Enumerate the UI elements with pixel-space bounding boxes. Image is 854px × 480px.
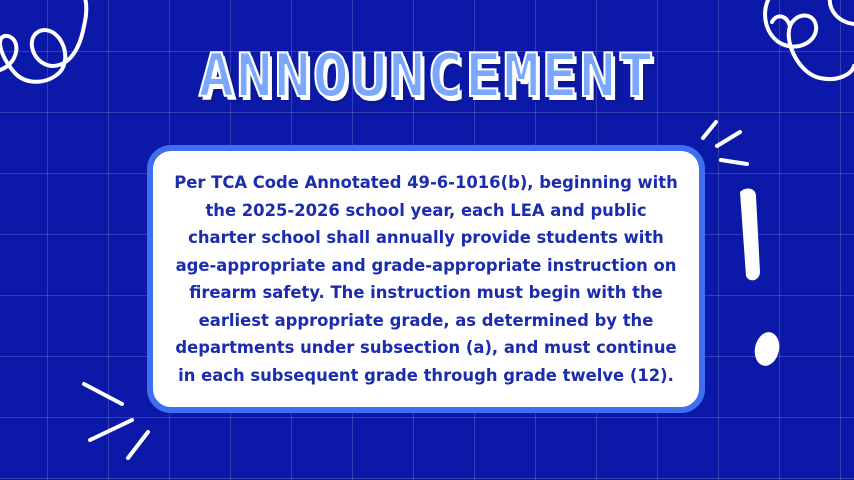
- announcement-card: [147, 145, 705, 413]
- burst-lines-top-icon: [703, 122, 747, 164]
- announcement-title: ANNOUNCEMENT: [198, 41, 656, 111]
- burst-lines-bottom-icon: [84, 384, 148, 458]
- exclamation-mark-icon: [740, 189, 782, 369]
- announcement-body: Per TCA Code Annotated 49-6-1016(b), beginning with the 2025-2026 school year, each LEA and public charter school shall annually provide students with age-appropriate and grade-appropriate instruction on firearm safety. The instruction must begin with the earliest appropriate grade, as determined by the departments under subsection (a), and must continue in each subsequent grade through grade twelve (12).: [174, 173, 678, 385]
